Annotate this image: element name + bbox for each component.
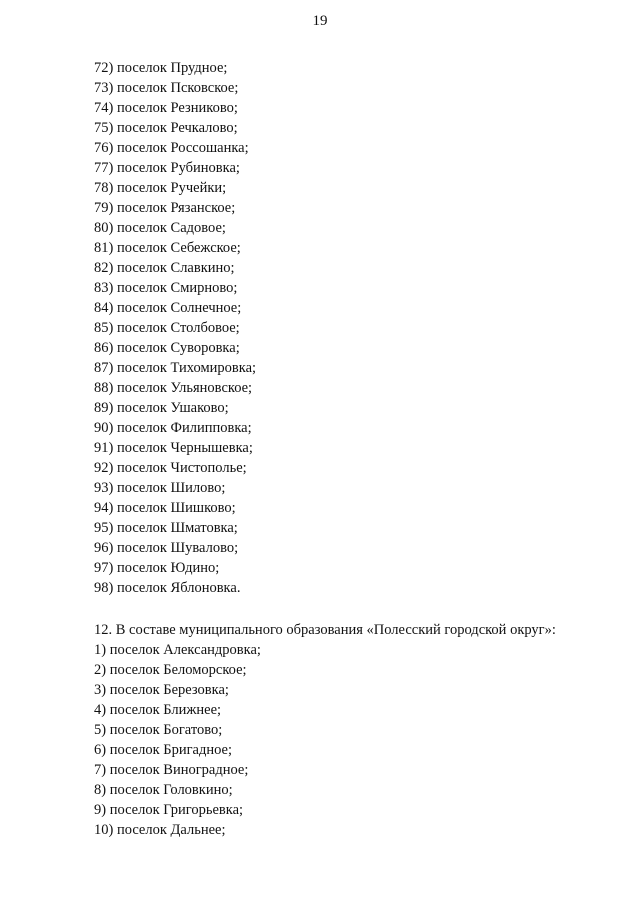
list-item: 97) поселок Юдино; [94, 560, 220, 576]
list-item: 5) поселок Богатово; [94, 722, 223, 738]
list-item: 98) поселок Яблоновка. [94, 580, 241, 596]
list-item: 10) поселок Дальнее; [94, 822, 226, 838]
list-item: 6) поселок Бригадное; [94, 742, 233, 758]
list-item: 73) поселок Псковское; [94, 80, 239, 96]
list-item: 72) поселок Прудное; [94, 60, 228, 76]
list-item: 75) поселок Речкалово; [94, 120, 238, 136]
list-item: 77) поселок Рубиновка; [94, 160, 240, 176]
list-item: 9) поселок Григорьевка; [94, 802, 244, 818]
list-item: 78) поселок Ручейки; [94, 180, 227, 196]
list-item: 79) поселок Рязанское; [94, 200, 236, 216]
settlement-list-continued [94, 58, 256, 598]
list-item: 2) поселок Беломорское; [94, 662, 247, 678]
list-item: 86) поселок Суворовка; [94, 340, 240, 356]
list-item: 82) поселок Славкино; [94, 260, 235, 276]
list-item: 90) поселок Филипповка; [94, 420, 252, 436]
list-item: 85) поселок Столбовое; [94, 320, 240, 336]
list-item: 95) поселок Шматовка; [94, 520, 238, 536]
list-item: 84) поселок Солнечное; [94, 300, 242, 316]
list-item: 89) поселок Ушаково; [94, 400, 229, 416]
list-item: 1) поселок Александровка; [94, 642, 261, 658]
list-item: 94) поселок Шишково; [94, 500, 236, 516]
list-item: 87) поселок Тихомировка; [94, 360, 257, 376]
list-item: 83) поселок Смирново; [94, 280, 238, 296]
list-item: 76) поселок Россошанка; [94, 140, 249, 156]
list-item: 4) поселок Ближнее; [94, 702, 222, 718]
list-item: 74) поселок Резниково; [94, 100, 238, 116]
list-item: 7) поселок Виноградное; [94, 762, 249, 778]
list-item: 92) поселок Чистополье; [94, 460, 247, 476]
list-item: 96) поселок Шувалово; [94, 540, 239, 556]
list-item: 81) поселок Себежское; [94, 240, 241, 256]
list-item: 80) поселок Садовое; [94, 220, 226, 236]
list-item: 91) поселок Чернышевка; [94, 440, 253, 456]
section-heading: 12. В составе муниципального образования «Полесский городской округ»: [94, 622, 556, 638]
list-item: 3) поселок Березовка; [94, 682, 229, 698]
settlement-list-polessky [94, 640, 261, 840]
list-item: 93) поселок Шилово; [94, 480, 226, 496]
page-number: 19 [312, 13, 328, 29]
list-item: 88) поселок Ульяновское; [94, 380, 253, 396]
list-item: 8) поселок Головкино; [94, 782, 233, 798]
